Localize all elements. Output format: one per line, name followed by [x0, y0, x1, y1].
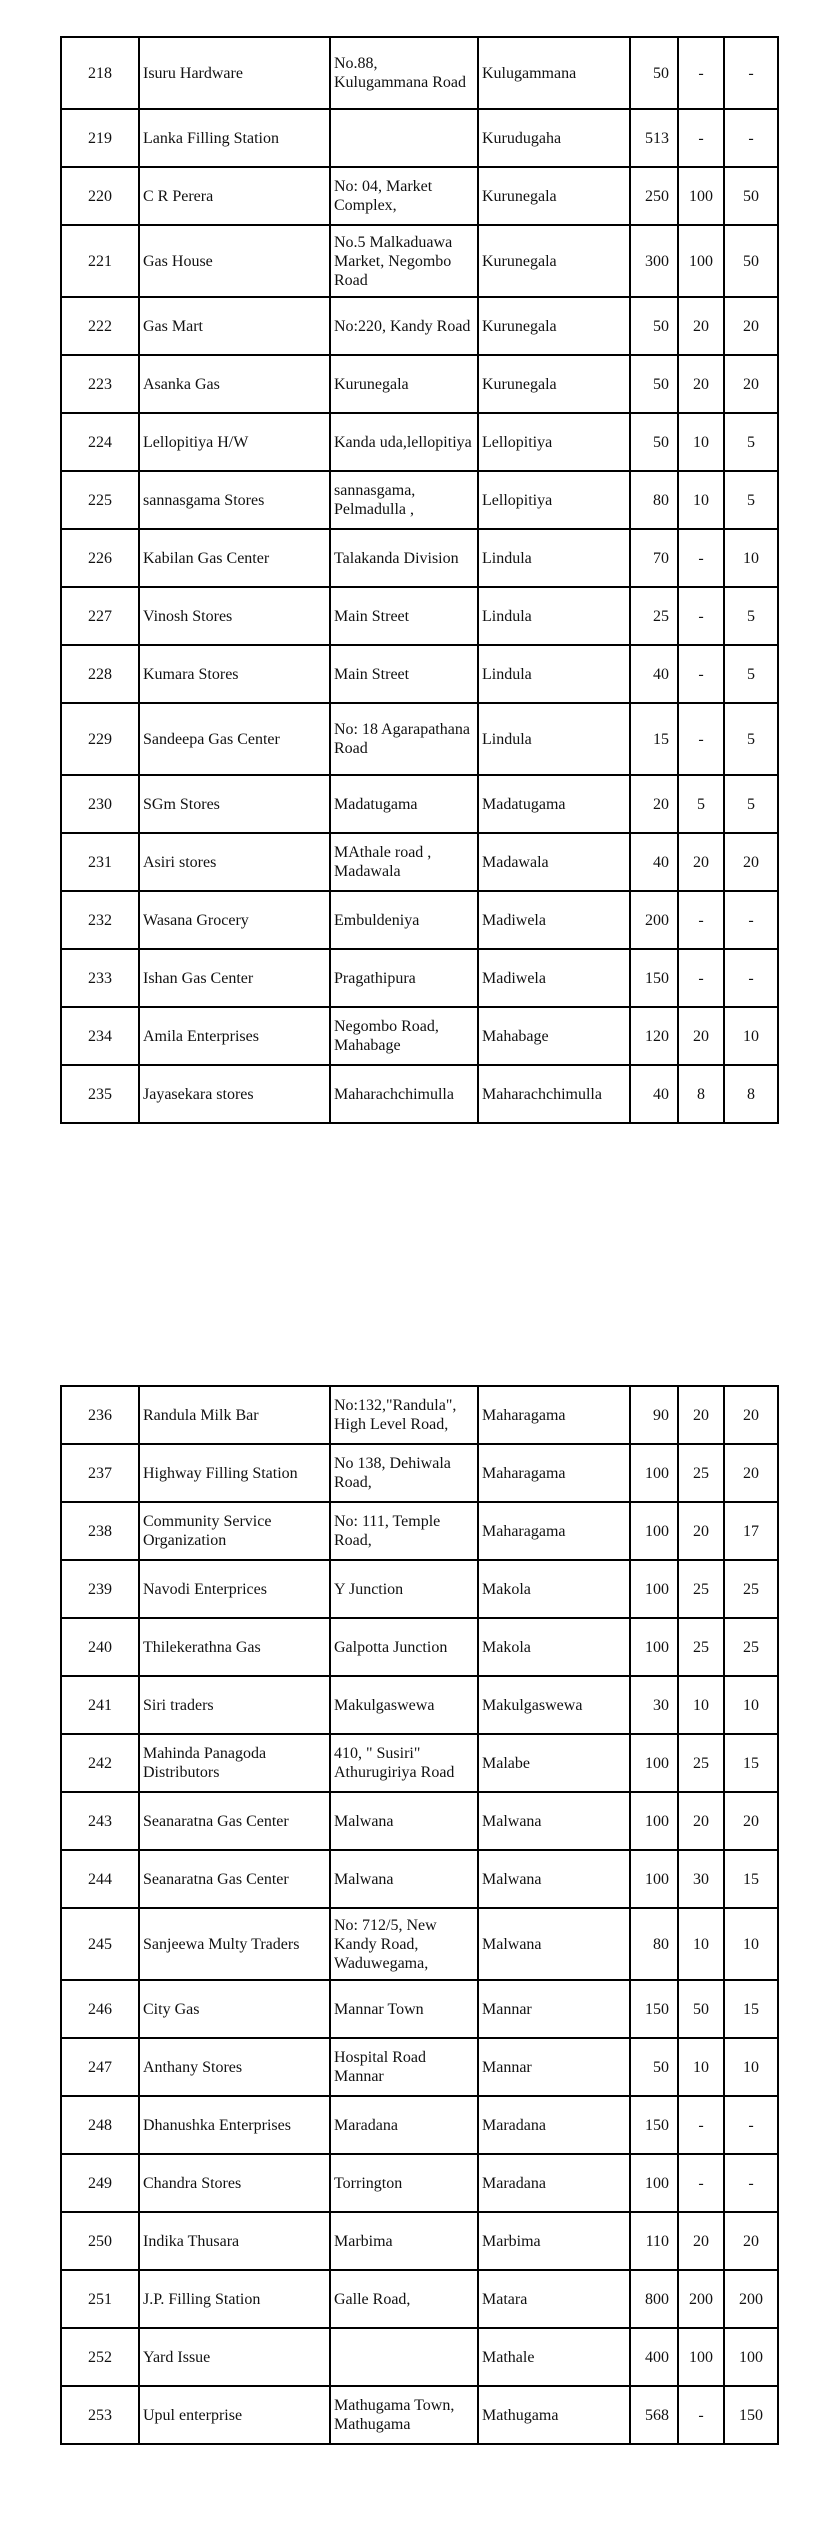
quantity-3-cell: 20: [724, 2212, 778, 2270]
town-cell: Kurunegala: [478, 167, 630, 225]
quantity-2-cell: 20: [678, 1502, 724, 1560]
table-row: [61, 1560, 778, 1618]
dealer-name-cell: Gas Mart: [139, 297, 330, 355]
quantity-2-cell: 10: [678, 1676, 724, 1734]
town-cell: Mathugama: [478, 2386, 630, 2444]
quantity-1-cell: 50: [630, 413, 678, 471]
row-number-cell: 241: [61, 1676, 139, 1734]
quantity-3-cell: -: [724, 37, 778, 109]
row-number-cell: 228: [61, 645, 139, 703]
table-row: [61, 1980, 778, 2038]
quantity-3-cell: 5: [724, 775, 778, 833]
quantity-2-cell: 8: [678, 1065, 724, 1123]
quantity-2-cell: 10: [678, 1908, 724, 1980]
dealer-name-cell: Thilekerathna Gas: [139, 1618, 330, 1676]
town-cell: Kurunegala: [478, 225, 630, 297]
quantity-3-cell: -: [724, 891, 778, 949]
quantity-1-cell: 513: [630, 109, 678, 167]
address-cell: Talakanda Division: [330, 529, 478, 587]
quantity-2-cell: 20: [678, 833, 724, 891]
dealer-name-cell: Yard Issue: [139, 2328, 330, 2386]
address-cell: Galle Road,: [330, 2270, 478, 2328]
dealer-name-cell: Siri traders: [139, 1676, 330, 1734]
town-cell: Lindula: [478, 703, 630, 775]
table-row: [61, 1850, 778, 1908]
table-row: [61, 2096, 778, 2154]
quantity-1-cell: 100: [630, 2154, 678, 2212]
quantity-3-cell: 20: [724, 1386, 778, 1444]
town-cell: Madawala: [478, 833, 630, 891]
table-row: [61, 2328, 778, 2386]
quantity-3-cell: 15: [724, 1734, 778, 1792]
row-number-cell: 236: [61, 1386, 139, 1444]
quantity-1-cell: 50: [630, 2038, 678, 2096]
dealer-name-cell: Seanaratna Gas Center: [139, 1792, 330, 1850]
table-row: [61, 109, 778, 167]
table-row: [61, 1676, 778, 1734]
row-number-cell: 218: [61, 37, 139, 109]
row-number-cell: 225: [61, 471, 139, 529]
town-cell: Malwana: [478, 1908, 630, 1980]
address-cell: Main Street: [330, 645, 478, 703]
row-number-cell: 219: [61, 109, 139, 167]
quantity-1-cell: 50: [630, 355, 678, 413]
dealer-name-cell: Lellopitiya H/W: [139, 413, 330, 471]
quantity-1-cell: 40: [630, 833, 678, 891]
address-cell: Kanda uda,lellopitiya: [330, 413, 478, 471]
address-cell: Mannar Town: [330, 1980, 478, 2038]
table-row: [61, 775, 778, 833]
dealer-name-cell: Gas House: [139, 225, 330, 297]
town-cell: Lindula: [478, 529, 630, 587]
table-row: [61, 1618, 778, 1676]
address-cell: No 138, Dehiwala Road,: [330, 1444, 478, 1502]
quantity-2-cell: 20: [678, 297, 724, 355]
town-cell: Matara: [478, 2270, 630, 2328]
quantity-2-cell: 25: [678, 1734, 724, 1792]
quantity-2-cell: -: [678, 891, 724, 949]
town-cell: Kurunegala: [478, 355, 630, 413]
town-cell: Mannar: [478, 1980, 630, 2038]
quantity-2-cell: -: [678, 109, 724, 167]
town-cell: Kurudugaha: [478, 109, 630, 167]
quantity-1-cell: 300: [630, 225, 678, 297]
table-row: [61, 1007, 778, 1065]
quantity-1-cell: 15: [630, 703, 678, 775]
quantity-1-cell: 800: [630, 2270, 678, 2328]
address-cell: Galpotta Junction: [330, 1618, 478, 1676]
quantity-2-cell: 25: [678, 1560, 724, 1618]
dealer-name-cell: Jayasekara stores: [139, 1065, 330, 1123]
town-cell: Madatugama: [478, 775, 630, 833]
table-row: [61, 1734, 778, 1792]
address-cell: Malwana: [330, 1792, 478, 1850]
quantity-1-cell: 100: [630, 1502, 678, 1560]
row-number-cell: 224: [61, 413, 139, 471]
table-row: [61, 2212, 778, 2270]
row-number-cell: 249: [61, 2154, 139, 2212]
row-number-cell: 253: [61, 2386, 139, 2444]
address-cell: Negombo Road, Mahabage: [330, 1007, 478, 1065]
address-cell: Maradana: [330, 2096, 478, 2154]
quantity-1-cell: 25: [630, 587, 678, 645]
table-row: [61, 1065, 778, 1123]
row-number-cell: 226: [61, 529, 139, 587]
address-cell: No.88, Kulugammana Road: [330, 37, 478, 109]
quantity-2-cell: 10: [678, 2038, 724, 2096]
dealer-name-cell: Kumara Stores: [139, 645, 330, 703]
dealer-name-cell: Anthany Stores: [139, 2038, 330, 2096]
row-number-cell: 237: [61, 1444, 139, 1502]
address-cell: [330, 2328, 478, 2386]
quantity-1-cell: 20: [630, 775, 678, 833]
dealer-name-cell: City Gas: [139, 1980, 330, 2038]
quantity-2-cell: 10: [678, 413, 724, 471]
table-row: [61, 2270, 778, 2328]
town-cell: Mahabage: [478, 1007, 630, 1065]
row-number-cell: 222: [61, 297, 139, 355]
address-cell: No:220, Kandy Road: [330, 297, 478, 355]
town-cell: Marbima: [478, 2212, 630, 2270]
quantity-1-cell: 150: [630, 949, 678, 1007]
quantity-2-cell: 30: [678, 1850, 724, 1908]
quantity-2-cell: 20: [678, 1792, 724, 1850]
quantity-3-cell: 25: [724, 1618, 778, 1676]
quantity-1-cell: 400: [630, 2328, 678, 2386]
town-cell: Madiwela: [478, 891, 630, 949]
quantity-1-cell: 150: [630, 1980, 678, 2038]
dealer-name-cell: Sanjeewa Multy Traders: [139, 1908, 330, 1980]
address-cell: Makulgaswewa: [330, 1676, 478, 1734]
row-number-cell: 240: [61, 1618, 139, 1676]
row-number-cell: 235: [61, 1065, 139, 1123]
quantity-2-cell: 100: [678, 225, 724, 297]
address-cell: sannasgama, Pelmadulla ,: [330, 471, 478, 529]
dealer-name-cell: Isuru Hardware: [139, 37, 330, 109]
table-row: [61, 413, 778, 471]
row-number-cell: 221: [61, 225, 139, 297]
address-cell: MAthale road , Madawala: [330, 833, 478, 891]
table-row: [61, 1444, 778, 1502]
quantity-2-cell: -: [678, 529, 724, 587]
quantity-2-cell: 50: [678, 1980, 724, 2038]
address-cell: Pragathipura: [330, 949, 478, 1007]
table-row: [61, 703, 778, 775]
table-body: [61, 1386, 778, 2444]
town-cell: Madiwela: [478, 949, 630, 1007]
quantity-2-cell: 100: [678, 167, 724, 225]
quantity-3-cell: 15: [724, 1980, 778, 2038]
address-cell: No:132,"Randula", High Level Road,: [330, 1386, 478, 1444]
row-number-cell: 227: [61, 587, 139, 645]
table-row: [61, 37, 778, 109]
quantity-3-cell: 17: [724, 1502, 778, 1560]
row-number-cell: 252: [61, 2328, 139, 2386]
town-cell: Mathale: [478, 2328, 630, 2386]
quantity-3-cell: 100: [724, 2328, 778, 2386]
address-cell: Hospital Road Mannar: [330, 2038, 478, 2096]
quantity-1-cell: 100: [630, 1618, 678, 1676]
quantity-3-cell: 10: [724, 2038, 778, 2096]
row-number-cell: 245: [61, 1908, 139, 1980]
dealer-name-cell: Asanka Gas: [139, 355, 330, 413]
dealer-name-cell: C R Perera: [139, 167, 330, 225]
quantity-3-cell: 200: [724, 2270, 778, 2328]
address-cell: No: 04, Market Complex,: [330, 167, 478, 225]
table-body: [61, 37, 778, 1123]
row-number-cell: 230: [61, 775, 139, 833]
town-cell: Maradana: [478, 2096, 630, 2154]
table-row: [61, 1386, 778, 1444]
quantity-2-cell: -: [678, 645, 724, 703]
quantity-3-cell: 20: [724, 297, 778, 355]
quantity-2-cell: 5: [678, 775, 724, 833]
town-cell: Maharagama: [478, 1502, 630, 1560]
dealer-name-cell: Wasana Grocery: [139, 891, 330, 949]
quantity-1-cell: 90: [630, 1386, 678, 1444]
town-cell: Kulugammana: [478, 37, 630, 109]
quantity-1-cell: 100: [630, 1444, 678, 1502]
address-cell: 410, " Susiri" Athurugiriya Road: [330, 1734, 478, 1792]
table-row: [61, 1502, 778, 1560]
town-cell: Maharachchimulla: [478, 1065, 630, 1123]
dealer-name-cell: Dhanushka Enterprises: [139, 2096, 330, 2154]
quantity-2-cell: 20: [678, 2212, 724, 2270]
row-number-cell: 244: [61, 1850, 139, 1908]
quantity-3-cell: 5: [724, 587, 778, 645]
quantity-1-cell: 568: [630, 2386, 678, 2444]
quantity-3-cell: 10: [724, 1908, 778, 1980]
town-cell: Maharagama: [478, 1444, 630, 1502]
quantity-3-cell: 15: [724, 1850, 778, 1908]
dealer-name-cell: Upul enterprise: [139, 2386, 330, 2444]
dealer-name-cell: Community Service Organization: [139, 1502, 330, 1560]
town-cell: Malwana: [478, 1850, 630, 1908]
table-row: [61, 833, 778, 891]
table-block-1: [60, 36, 777, 1124]
quantity-1-cell: 100: [630, 1734, 678, 1792]
dealer-name-cell: J.P. Filling Station: [139, 2270, 330, 2328]
town-cell: Maradana: [478, 2154, 630, 2212]
dealer-name-cell: Asiri stores: [139, 833, 330, 891]
quantity-3-cell: -: [724, 949, 778, 1007]
quantity-2-cell: -: [678, 703, 724, 775]
dealer-name-cell: Mahinda Panagoda Distributors: [139, 1734, 330, 1792]
quantity-3-cell: 10: [724, 1676, 778, 1734]
quantity-1-cell: 40: [630, 1065, 678, 1123]
address-cell: Main Street: [330, 587, 478, 645]
quantity-3-cell: 8: [724, 1065, 778, 1123]
address-cell: Malwana: [330, 1850, 478, 1908]
row-number-cell: 250: [61, 2212, 139, 2270]
row-number-cell: 238: [61, 1502, 139, 1560]
address-cell: No: 712/5, New Kandy Road, Waduwegama,: [330, 1908, 478, 1980]
address-cell: No: 111, Temple Road,: [330, 1502, 478, 1560]
table-row: [61, 529, 778, 587]
town-cell: Lindula: [478, 645, 630, 703]
quantity-1-cell: 30: [630, 1676, 678, 1734]
town-cell: Malwana: [478, 1792, 630, 1850]
address-cell: Y Junction: [330, 1560, 478, 1618]
quantity-2-cell: 100: [678, 2328, 724, 2386]
table-row: [61, 949, 778, 1007]
quantity-2-cell: 25: [678, 1444, 724, 1502]
dealer-name-cell: Randula Milk Bar: [139, 1386, 330, 1444]
quantity-1-cell: 100: [630, 1792, 678, 1850]
quantity-1-cell: 110: [630, 2212, 678, 2270]
quantity-1-cell: 50: [630, 297, 678, 355]
town-cell: Lellopitiya: [478, 471, 630, 529]
row-number-cell: 233: [61, 949, 139, 1007]
row-number-cell: 251: [61, 2270, 139, 2328]
table-row: [61, 355, 778, 413]
quantity-1-cell: 70: [630, 529, 678, 587]
table-row: [61, 1908, 778, 1980]
table-row: [61, 167, 778, 225]
address-cell: [330, 109, 478, 167]
quantity-2-cell: -: [678, 2154, 724, 2212]
table-row: [61, 645, 778, 703]
dealer-name-cell: SGm Stores: [139, 775, 330, 833]
address-cell: Kurunegala: [330, 355, 478, 413]
table-row: [61, 1792, 778, 1850]
dealer-name-cell: Ishan Gas Center: [139, 949, 330, 1007]
quantity-1-cell: 250: [630, 167, 678, 225]
dealer-name-cell: Vinosh Stores: [139, 587, 330, 645]
quantity-1-cell: 200: [630, 891, 678, 949]
quantity-1-cell: 40: [630, 645, 678, 703]
row-number-cell: 223: [61, 355, 139, 413]
town-cell: Makulgaswewa: [478, 1676, 630, 1734]
row-number-cell: 248: [61, 2096, 139, 2154]
table-row: [61, 2154, 778, 2212]
quantity-3-cell: 150: [724, 2386, 778, 2444]
address-cell: No: 18 Agarapathana Road: [330, 703, 478, 775]
town-cell: Kurunegala: [478, 297, 630, 355]
dealer-name-cell: Indika Thusara: [139, 2212, 330, 2270]
quantity-1-cell: 100: [630, 1560, 678, 1618]
quantity-3-cell: 50: [724, 225, 778, 297]
address-cell: Mathugama Town, Mathugama: [330, 2386, 478, 2444]
dealer-name-cell: sannasgama Stores: [139, 471, 330, 529]
quantity-3-cell: -: [724, 2154, 778, 2212]
address-cell: Maharachchimulla: [330, 1065, 478, 1123]
quantity-3-cell: 20: [724, 355, 778, 413]
dealer-name-cell: Chandra Stores: [139, 2154, 330, 2212]
row-number-cell: 229: [61, 703, 139, 775]
address-cell: Madatugama: [330, 775, 478, 833]
row-number-cell: 246: [61, 1980, 139, 2038]
quantity-2-cell: 20: [678, 355, 724, 413]
quantity-2-cell: 200: [678, 2270, 724, 2328]
dealer-name-cell: Sandeepa Gas Center: [139, 703, 330, 775]
row-number-cell: 242: [61, 1734, 139, 1792]
town-cell: Malabe: [478, 1734, 630, 1792]
quantity-3-cell: 20: [724, 1792, 778, 1850]
quantity-2-cell: -: [678, 949, 724, 1007]
town-cell: Makola: [478, 1618, 630, 1676]
dealer-name-cell: Amila Enterprises: [139, 1007, 330, 1065]
quantity-2-cell: 25: [678, 1618, 724, 1676]
town-cell: Makola: [478, 1560, 630, 1618]
table-row: [61, 297, 778, 355]
town-cell: Maharagama: [478, 1386, 630, 1444]
row-number-cell: 220: [61, 167, 139, 225]
quantity-3-cell: 5: [724, 645, 778, 703]
town-cell: Mannar: [478, 2038, 630, 2096]
quantity-3-cell: 5: [724, 471, 778, 529]
quantity-1-cell: 120: [630, 1007, 678, 1065]
quantity-3-cell: 10: [724, 1007, 778, 1065]
address-cell: No.5 Malkaduawa Market, Negombo Road: [330, 225, 478, 297]
dealer-name-cell: Navodi Enterprices: [139, 1560, 330, 1618]
quantity-2-cell: -: [678, 2386, 724, 2444]
address-cell: Embuldeniya: [330, 891, 478, 949]
quantity-1-cell: 80: [630, 471, 678, 529]
quantity-3-cell: 25: [724, 1560, 778, 1618]
quantity-2-cell: 10: [678, 471, 724, 529]
quantity-3-cell: 5: [724, 703, 778, 775]
quantity-3-cell: 5: [724, 413, 778, 471]
table-row: [61, 891, 778, 949]
quantity-3-cell: -: [724, 2096, 778, 2154]
row-number-cell: 243: [61, 1792, 139, 1850]
quantity-1-cell: 100: [630, 1850, 678, 1908]
town-cell: Lellopitiya: [478, 413, 630, 471]
quantity-2-cell: -: [678, 2096, 724, 2154]
dealer-name-cell: Seanaratna Gas Center: [139, 1850, 330, 1908]
quantity-3-cell: -: [724, 109, 778, 167]
quantity-3-cell: 50: [724, 167, 778, 225]
row-number-cell: 232: [61, 891, 139, 949]
table-row: [61, 2038, 778, 2096]
address-cell: Marbima: [330, 2212, 478, 2270]
dealer-name-cell: Lanka Filling Station: [139, 109, 330, 167]
quantity-3-cell: 20: [724, 1444, 778, 1502]
quantity-1-cell: 50: [630, 37, 678, 109]
dealer-name-cell: Highway Filling Station: [139, 1444, 330, 1502]
quantity-2-cell: -: [678, 587, 724, 645]
table-row: [61, 587, 778, 645]
table-row: [61, 471, 778, 529]
quantity-1-cell: 150: [630, 2096, 678, 2154]
table-row: [61, 2386, 778, 2444]
quantity-3-cell: 10: [724, 529, 778, 587]
row-number-cell: 234: [61, 1007, 139, 1065]
address-cell: Torrington: [330, 2154, 478, 2212]
quantity-2-cell: -: [678, 37, 724, 109]
quantity-2-cell: 20: [678, 1386, 724, 1444]
quantity-1-cell: 80: [630, 1908, 678, 1980]
table-row: [61, 225, 778, 297]
town-cell: Lindula: [478, 587, 630, 645]
quantity-2-cell: 20: [678, 1007, 724, 1065]
dealer-table-1: [60, 36, 779, 1124]
row-number-cell: 239: [61, 1560, 139, 1618]
dealer-table-2: [60, 1385, 779, 2445]
dealer-name-cell: Kabilan Gas Center: [139, 529, 330, 587]
row-number-cell: 231: [61, 833, 139, 891]
row-number-cell: 247: [61, 2038, 139, 2096]
quantity-3-cell: 20: [724, 833, 778, 891]
table-block-2: [60, 1385, 777, 2445]
